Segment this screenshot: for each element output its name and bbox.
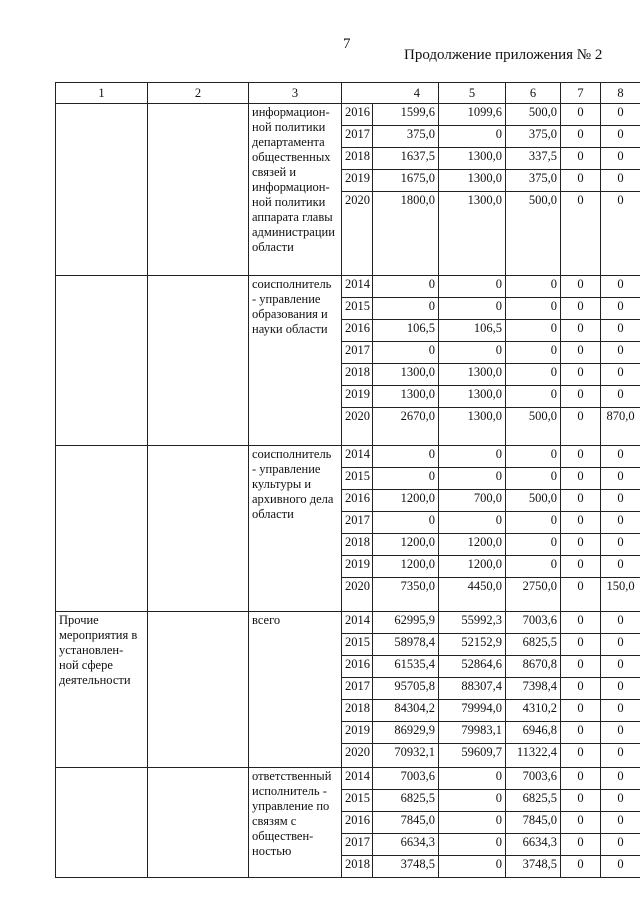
year-cell: 2018 — [342, 534, 373, 556]
amount-cell: 0 — [439, 790, 506, 812]
amount-cell: 0 — [561, 446, 601, 468]
amount-cell: 3748,5 — [373, 856, 439, 878]
amount-cell: 0 — [601, 276, 640, 298]
year-cell: 2019 — [342, 556, 373, 578]
col-header-8: 8 — [601, 83, 640, 104]
year-cell: 2016 — [342, 104, 373, 126]
amount-cell: 0 — [506, 342, 561, 364]
amount-cell: 0 — [561, 678, 601, 700]
table-row — [56, 446, 640, 468]
year-cell: 2016 — [342, 812, 373, 834]
amount-cell: 2750,0 — [506, 578, 561, 612]
amount-cell: 7003,6 — [506, 612, 561, 634]
year-cell: 2017 — [342, 512, 373, 534]
year-cell: 2017 — [342, 678, 373, 700]
amount-cell: 7845,0 — [506, 812, 561, 834]
continuation-note: Продолжение приложения № 2 — [404, 47, 603, 63]
year-cell: 2017 — [342, 834, 373, 856]
amount-cell: 0 — [601, 722, 640, 744]
amount-cell: 7003,6 — [506, 768, 561, 790]
amount-cell: 1099,6 — [439, 104, 506, 126]
year-cell: 2020 — [342, 744, 373, 768]
amount-cell: 337,5 — [506, 148, 561, 170]
amount-cell: 375,0 — [373, 126, 439, 148]
amount-cell: 0 — [439, 468, 506, 490]
amount-cell: 0 — [561, 104, 601, 126]
amount-cell: 0 — [506, 276, 561, 298]
amount-cell: 7350,0 — [373, 578, 439, 612]
amount-cell: 6825,5 — [506, 634, 561, 656]
amount-cell: 0 — [601, 812, 640, 834]
amount-cell: 0 — [561, 834, 601, 856]
amount-cell: 52864,6 — [439, 656, 506, 678]
amount-cell: 58978,4 — [373, 634, 439, 656]
amount-cell: 6634,3 — [373, 834, 439, 856]
year-cell: 2018 — [342, 148, 373, 170]
amount-cell: 0 — [506, 298, 561, 320]
amount-cell: 0 — [373, 446, 439, 468]
amount-cell: 700,0 — [439, 490, 506, 512]
col-header-5: 5 — [439, 83, 506, 104]
amount-cell: 0 — [506, 534, 561, 556]
amount-cell: 8670,8 — [506, 656, 561, 678]
amount-cell: 1800,0 — [373, 192, 439, 276]
amount-cell: 0 — [561, 364, 601, 386]
executor-cell: соисполнитель - управление культуры и архивного дела области — [249, 446, 342, 612]
amount-cell: 0 — [561, 556, 601, 578]
amount-cell: 1300,0 — [439, 386, 506, 408]
amount-cell: 1300,0 — [439, 170, 506, 192]
amount-cell: 375,0 — [506, 126, 561, 148]
activity-name-cell — [56, 104, 148, 276]
amount-cell: 0 — [373, 298, 439, 320]
amount-cell: 500,0 — [506, 104, 561, 126]
amount-cell: 0 — [561, 812, 601, 834]
amount-cell: 11322,4 — [506, 744, 561, 768]
amount-cell: 0 — [506, 320, 561, 342]
amount-cell: 0 — [506, 556, 561, 578]
amount-cell: 0 — [561, 656, 601, 678]
amount-cell: 70932,1 — [373, 744, 439, 768]
amount-cell: 1200,0 — [373, 556, 439, 578]
amount-cell: 0 — [561, 768, 601, 790]
page-number: 7 — [343, 36, 351, 52]
amount-cell: 0 — [439, 276, 506, 298]
amount-cell: 6825,5 — [373, 790, 439, 812]
year-cell: 2018 — [342, 364, 373, 386]
amount-cell: 0 — [601, 744, 640, 768]
amount-cell: 0 — [439, 298, 506, 320]
budget-table — [55, 82, 640, 878]
amount-cell: 870,0 — [601, 408, 640, 446]
amount-cell: 79994,0 — [439, 700, 506, 722]
amount-cell: 0 — [601, 678, 640, 700]
amount-cell: 0 — [439, 342, 506, 364]
amount-cell: 1200,0 — [439, 556, 506, 578]
amount-cell: 0 — [439, 512, 506, 534]
table-row — [56, 104, 640, 126]
amount-cell: 1300,0 — [373, 364, 439, 386]
amount-cell: 0 — [601, 534, 640, 556]
amount-cell: 0 — [601, 634, 640, 656]
amount-cell: 0 — [601, 170, 640, 192]
amount-cell: 0 — [373, 276, 439, 298]
amount-cell: 0 — [439, 834, 506, 856]
amount-cell: 0 — [561, 790, 601, 812]
amount-cell: 0 — [601, 490, 640, 512]
amount-cell: 0 — [439, 446, 506, 468]
year-cell: 2015 — [342, 298, 373, 320]
year-cell: 2018 — [342, 700, 373, 722]
year-cell: 2020 — [342, 192, 373, 276]
amount-cell: 0 — [439, 768, 506, 790]
amount-cell: 1200,0 — [373, 490, 439, 512]
amount-cell: 0 — [601, 768, 640, 790]
amount-cell: 0 — [601, 364, 640, 386]
col-header-6: 6 — [506, 83, 561, 104]
year-cell: 2019 — [342, 386, 373, 408]
amount-cell: 0 — [439, 126, 506, 148]
amount-cell: 0 — [373, 512, 439, 534]
amount-cell: 1200,0 — [439, 534, 506, 556]
amount-cell: 59609,7 — [439, 744, 506, 768]
amount-cell: 0 — [601, 656, 640, 678]
amount-cell: 500,0 — [506, 490, 561, 512]
amount-cell: 0 — [601, 126, 640, 148]
activity-name-cell — [56, 768, 148, 878]
amount-cell: 0 — [373, 468, 439, 490]
amount-cell: 0 — [561, 722, 601, 744]
amount-cell: 0 — [601, 192, 640, 276]
amount-cell: 0 — [601, 446, 640, 468]
amount-cell: 88307,4 — [439, 678, 506, 700]
table-row — [56, 768, 640, 790]
amount-cell: 1675,0 — [373, 170, 439, 192]
amount-cell: 0 — [601, 148, 640, 170]
amount-cell: 0 — [561, 342, 601, 364]
amount-cell: 0 — [561, 634, 601, 656]
amount-cell: 62995,9 — [373, 612, 439, 634]
amount-cell: 500,0 — [506, 408, 561, 446]
amount-cell: 0 — [601, 298, 640, 320]
amount-cell: 86929,9 — [373, 722, 439, 744]
amount-cell: 0 — [561, 170, 601, 192]
amount-cell: 0 — [601, 342, 640, 364]
amount-cell: 0 — [561, 534, 601, 556]
col-header-1: 1 — [56, 83, 148, 104]
year-cell: 2016 — [342, 656, 373, 678]
year-cell: 2017 — [342, 126, 373, 148]
amount-cell: 7003,6 — [373, 768, 439, 790]
amount-cell: 1637,5 — [373, 148, 439, 170]
amount-cell: 0 — [561, 192, 601, 276]
amount-cell: 0 — [561, 490, 601, 512]
amount-cell: 6946,8 — [506, 722, 561, 744]
col-header-7: 7 — [561, 83, 601, 104]
amount-cell: 0 — [373, 342, 439, 364]
amount-cell: 0 — [506, 512, 561, 534]
amount-cell: 0 — [601, 320, 640, 342]
activity-name-cell — [56, 446, 148, 612]
executor-cell: информацион- ной политики департамента общественных связей и информацион- ной политики аппарата главы администрации области — [249, 104, 342, 276]
amount-cell: 95705,8 — [373, 678, 439, 700]
amount-cell: 0 — [601, 834, 640, 856]
amount-cell: 0 — [561, 320, 601, 342]
amount-cell: 3748,5 — [506, 856, 561, 878]
table-row — [56, 276, 640, 298]
amount-cell: 6634,3 — [506, 834, 561, 856]
amount-cell: 1599,6 — [373, 104, 439, 126]
year-cell: 2019 — [342, 722, 373, 744]
amount-cell: 0 — [561, 408, 601, 446]
header-row — [56, 83, 640, 104]
amount-cell: 0 — [561, 856, 601, 878]
year-cell: 2020 — [342, 578, 373, 612]
amount-cell: 2670,0 — [373, 408, 439, 446]
executor-cell: соисполнитель - управление образования и науки области — [249, 276, 342, 446]
amount-cell: 61535,4 — [373, 656, 439, 678]
amount-cell: 0 — [561, 298, 601, 320]
amount-cell: 0 — [601, 386, 640, 408]
amount-cell: 0 — [506, 446, 561, 468]
amount-cell: 79983,1 — [439, 722, 506, 744]
amount-cell: 0 — [561, 386, 601, 408]
year-cell: 2020 — [342, 408, 373, 446]
amount-cell: 0 — [506, 364, 561, 386]
amount-cell: 1300,0 — [439, 192, 506, 276]
amount-cell: 0 — [601, 468, 640, 490]
amount-cell: 0 — [506, 468, 561, 490]
amount-cell: 0 — [506, 386, 561, 408]
amount-cell: 0 — [601, 512, 640, 534]
amount-cell: 0 — [561, 148, 601, 170]
activity-name-cell — [56, 276, 148, 446]
executor-cell: всего — [249, 612, 342, 768]
amount-cell: 0 — [601, 104, 640, 126]
year-cell: 2015 — [342, 634, 373, 656]
column-2-cell — [148, 446, 249, 612]
year-cell: 2017 — [342, 342, 373, 364]
amount-cell: 0 — [561, 276, 601, 298]
amount-cell: 0 — [439, 812, 506, 834]
amount-cell: 0 — [561, 744, 601, 768]
year-cell: 2014 — [342, 276, 373, 298]
year-cell: 2014 — [342, 768, 373, 790]
amount-cell: 0 — [601, 612, 640, 634]
amount-cell: 55992,3 — [439, 612, 506, 634]
amount-cell: 0 — [601, 790, 640, 812]
amount-cell: 84304,2 — [373, 700, 439, 722]
executor-cell: ответственный исполнитель - управление по связям с обществен- ностью — [249, 768, 342, 878]
year-cell: 2016 — [342, 320, 373, 342]
col-header-4: 4 — [342, 83, 439, 104]
amount-cell: 0 — [561, 578, 601, 612]
amount-cell: 4450,0 — [439, 578, 506, 612]
amount-cell: 0 — [561, 468, 601, 490]
year-cell: 2014 — [342, 612, 373, 634]
amount-cell: 0 — [439, 856, 506, 878]
amount-cell: 150,0 — [601, 578, 640, 612]
year-cell: 2016 — [342, 490, 373, 512]
amount-cell: 0 — [561, 612, 601, 634]
amount-cell: 375,0 — [506, 170, 561, 192]
amount-cell: 1300,0 — [439, 364, 506, 386]
column-2-cell — [148, 104, 249, 276]
year-cell: 2018 — [342, 856, 373, 878]
amount-cell: 0 — [561, 700, 601, 722]
col-header-3: 3 — [249, 83, 342, 104]
amount-cell: 1300,0 — [439, 408, 506, 446]
col-header-2: 2 — [148, 83, 249, 104]
column-2-cell — [148, 612, 249, 768]
amount-cell: 0 — [601, 700, 640, 722]
column-2-cell — [148, 276, 249, 446]
amount-cell: 7398,4 — [506, 678, 561, 700]
year-cell: 2015 — [342, 468, 373, 490]
amount-cell: 0 — [601, 856, 640, 878]
amount-cell: 7845,0 — [373, 812, 439, 834]
amount-cell: 6825,5 — [506, 790, 561, 812]
amount-cell: 106,5 — [373, 320, 439, 342]
amount-cell: 500,0 — [506, 192, 561, 276]
amount-cell: 1200,0 — [373, 534, 439, 556]
amount-cell: 4310,2 — [506, 700, 561, 722]
amount-cell: 1300,0 — [373, 386, 439, 408]
amount-cell: 106,5 — [439, 320, 506, 342]
amount-cell: 52152,9 — [439, 634, 506, 656]
amount-cell: 0 — [561, 512, 601, 534]
amount-cell: 0 — [561, 126, 601, 148]
activity-name-cell: Прочие мероприятия в установлен- ной сфере деятельности — [56, 612, 148, 768]
amount-cell: 1300,0 — [439, 148, 506, 170]
year-cell: 2015 — [342, 790, 373, 812]
year-cell: 2014 — [342, 446, 373, 468]
amount-cell: 0 — [601, 556, 640, 578]
year-cell: 2019 — [342, 170, 373, 192]
column-2-cell — [148, 768, 249, 878]
table-row — [56, 612, 640, 634]
